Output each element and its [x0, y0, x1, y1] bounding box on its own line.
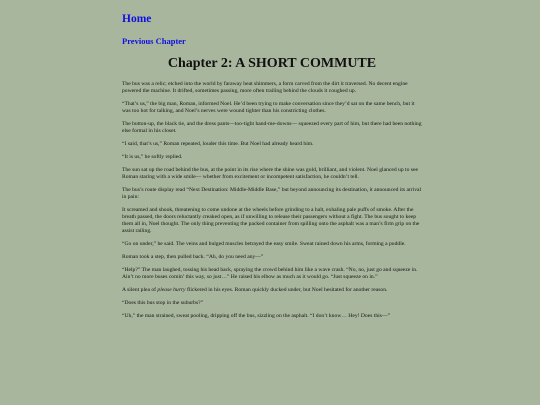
paragraph: “Does this bus stop in the suburbs?” — [122, 300, 204, 306]
paragraph: “Help?” The man laughed, tossing his head back, spraying the crowd behind him like a wave crash. “No, no, just go and squeeze in. Ain’t no more buses comin’ this way, so just…” He raised his elbow as much as it would go. “Just squeeze on in.” — [122, 267, 418, 280]
paragraph: “I said, that’s us,” Roman repeated, louder this time. But Noel had already heard him. — [122, 141, 314, 147]
paragraph: “Go on under,” he said. The veins and bulged muscles betrayed the easy smile. Sweat rained down his arms, forming a puddle. — [122, 241, 406, 247]
paragraph: The bus’s route display read “Next Destination: Middle-Middle Base,” but beyond announcing its destination, it announced its arrival in pain: — [122, 187, 422, 200]
paragraph: Roman took a step, then pulled back. “Ah, do you need any—” — [122, 254, 264, 260]
chapter-title: Chapter 2: A SHORT COMMUTE — [167, 56, 377, 71]
paragraph: The bus was a relic; etched into the world by faraway heat shimmers, a form carved from the dirt it traversed. No decent engine powered the machine. It drifted, sometimes passing, more often trailing behind the clouds it coughed up. — [122, 81, 408, 94]
paragraph — [122, 287, 422, 294]
paragraph: The button-up, the black tie, and the dress pants—too-tight hand-me-downs— squeezed every part of him, but there had been nothing else formal in his closet. — [122, 121, 422, 134]
paragraph: “Uh,” the man strained, sweat pooling, dripping off the bus, sizzling on the asphalt. “I don’t know… Hey! Does this—” — [122, 313, 390, 319]
chapter-content — [122, 13, 422, 326]
previous-chapter-link[interactable]: Previous Chapter — [122, 36, 186, 46]
paragraph: “That’s us,” the big man, Roman, informed Noel. He’d been trying to make conversation since they’d sat on the same bench, but it was too hot for talking, and Noel’s nerves were wound tighter than his constricting clothes. — [122, 101, 415, 114]
paragraph-text: flickered in his eyes. Roman quickly ducked under, but Noel hesitated for another reason. — [185, 287, 388, 293]
paragraph: “It is us,” he softly replied. — [122, 154, 183, 160]
home-link[interactable]: Home — [122, 13, 152, 25]
paragraph: It screamed and shook, threatening to come undone at the wheels before grinding to a halt, exhaling pale puffs of smoke. After the breath passed, the doors reluctantly creaked open, as if unwilling to release their passengers without a fight. The bus sought to keep them all in, Noel thought. The only thing preventing the packed container from spilling onto the asphalt was a man’s firm grip on the assist railing. — [122, 207, 420, 234]
emphasis-text: please hurry — [157, 287, 186, 293]
paragraph-text: A silent plea of — [122, 287, 158, 293]
paragraph: The sun sat up the road behind the bus, at the point in its rise where the shine was gold, brilliant, and violent. Noel glanced up to see Roman staring with a wide smile— whether from excitement or incompetent satisfaction, he couldn’t tell. — [122, 167, 418, 180]
